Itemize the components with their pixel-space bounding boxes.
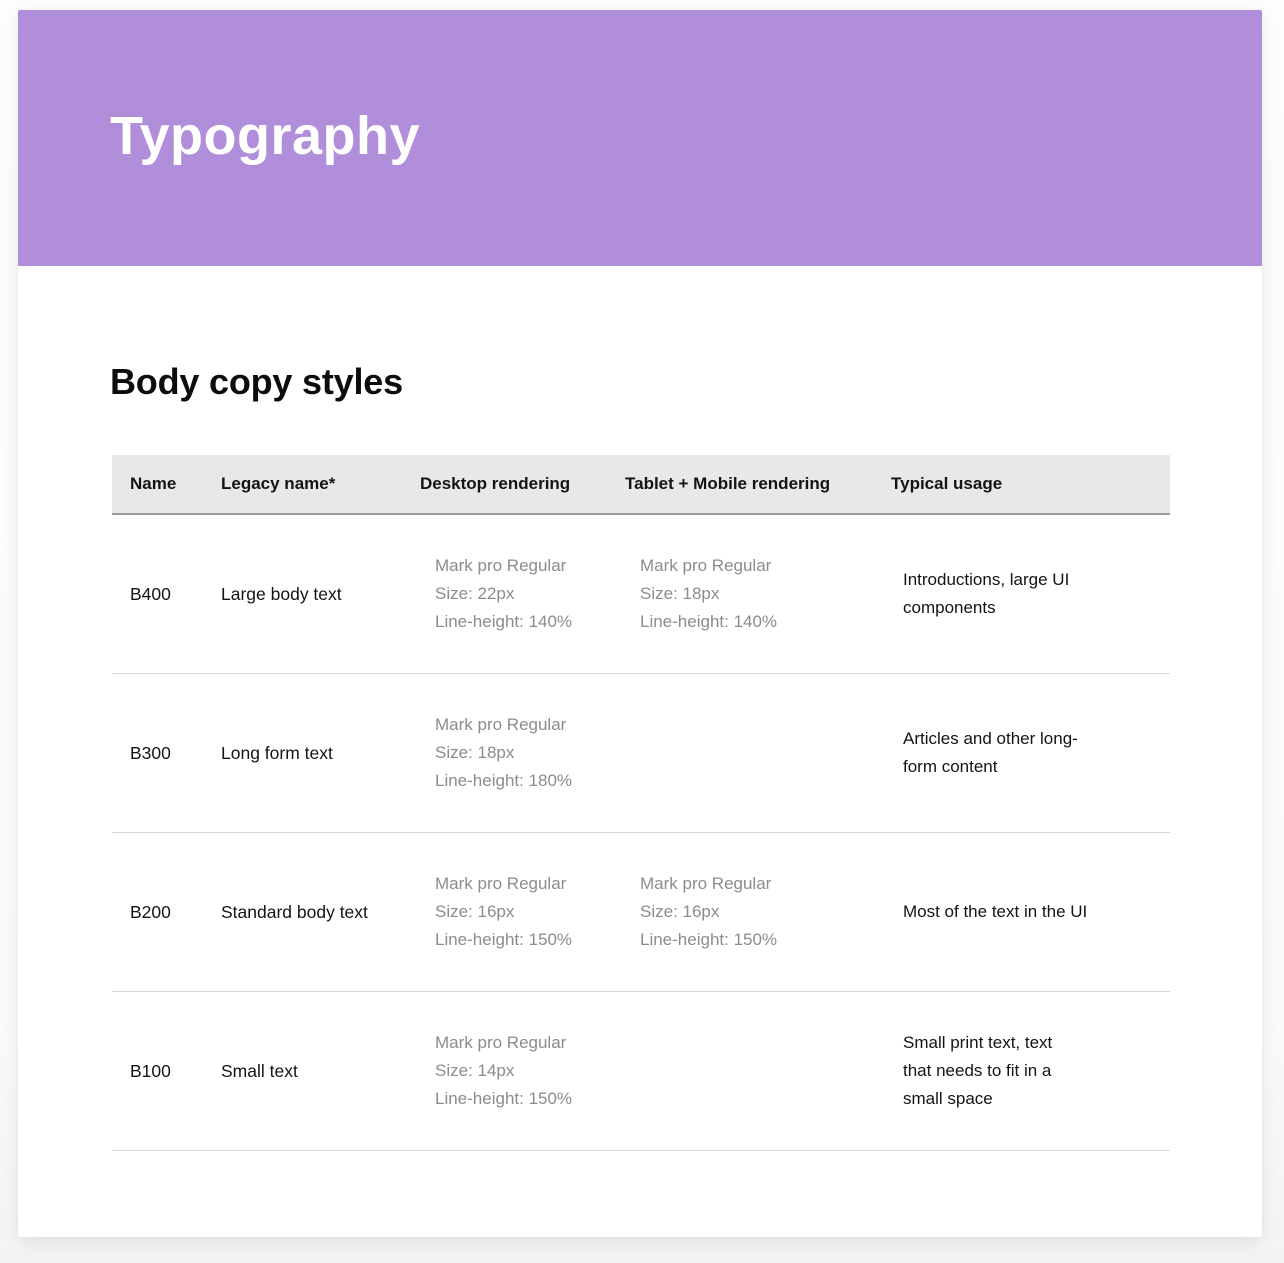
cell-legacy-name: Small text bbox=[203, 992, 402, 1151]
cell-tablet-mobile-rendering-line: Size: 18px bbox=[640, 584, 720, 604]
cell-tablet-mobile-rendering-line: Mark pro Regular bbox=[640, 874, 772, 894]
cell-desktop-rendering bbox=[402, 833, 607, 992]
cell-typical-usage bbox=[873, 833, 1170, 992]
cell-desktop-rendering bbox=[402, 674, 607, 833]
table-body bbox=[112, 514, 1170, 1151]
cell-name: B200 bbox=[112, 833, 203, 992]
cell-typical-usage bbox=[873, 674, 1170, 833]
cell-desktop-rendering-line: Line-height: 150% bbox=[435, 930, 573, 950]
typography-doc-card bbox=[18, 10, 1262, 1237]
section-heading: Body copy styles bbox=[110, 361, 403, 402]
cell-tablet-mobile-rendering bbox=[607, 992, 873, 1151]
cell-typical-usage bbox=[873, 992, 1170, 1151]
cell-typical-usage-line: components bbox=[903, 598, 996, 618]
cell-name: B400 bbox=[112, 514, 203, 674]
cell-tablet-mobile-rendering-line: Line-height: 150% bbox=[640, 930, 778, 950]
cell-typical-usage-line: form content bbox=[903, 757, 998, 777]
table-row bbox=[112, 674, 1170, 833]
cell-legacy-name: Long form text bbox=[203, 674, 402, 833]
page-title: Typography bbox=[110, 106, 421, 166]
cell-desktop-rendering-line: Size: 16px bbox=[435, 902, 515, 922]
cell-tablet-mobile-rendering bbox=[607, 833, 873, 992]
hero-banner bbox=[18, 10, 1262, 266]
cell-typical-usage-line: that needs to fit in a bbox=[903, 1061, 1052, 1081]
cell-desktop-rendering-line: Line-height: 140% bbox=[435, 612, 573, 632]
cell-desktop-rendering bbox=[402, 514, 607, 674]
column-header-legacy-name: Legacy name* bbox=[203, 455, 402, 514]
cell-legacy-name: Standard body text bbox=[203, 833, 402, 992]
cell-typical-usage-line: Articles and other long- bbox=[903, 729, 1078, 749]
cell-tablet-mobile-rendering-line: Mark pro Regular bbox=[640, 556, 772, 576]
cell-name: B100 bbox=[112, 992, 203, 1151]
content-area bbox=[18, 360, 1262, 1151]
cell-legacy-name: Large body text bbox=[203, 514, 402, 674]
column-header-typical-usage: Typical usage bbox=[873, 455, 1170, 514]
column-header-tablet-mobile-rendering: Tablet + Mobile rendering bbox=[607, 455, 873, 514]
column-header-desktop-rendering: Desktop rendering bbox=[402, 455, 607, 514]
table-header-row bbox=[112, 455, 1170, 514]
cell-desktop-rendering-line: Size: 22px bbox=[435, 584, 515, 604]
cell-name: B300 bbox=[112, 674, 203, 833]
table-row bbox=[112, 514, 1170, 674]
cell-typical-usage-line: small space bbox=[903, 1089, 993, 1109]
cell-desktop-rendering-line: Line-height: 150% bbox=[435, 1089, 573, 1109]
cell-tablet-mobile-rendering-line: Line-height: 140% bbox=[640, 612, 778, 632]
cell-desktop-rendering bbox=[402, 992, 607, 1151]
cell-typical-usage-line: Introductions, large UI bbox=[903, 570, 1070, 590]
table-row bbox=[112, 833, 1170, 992]
cell-desktop-rendering-line: Mark pro Regular bbox=[435, 556, 567, 576]
table-header bbox=[112, 455, 1170, 514]
cell-desktop-rendering-line: Mark pro Regular bbox=[435, 874, 567, 894]
cell-desktop-rendering-line: Line-height: 180% bbox=[435, 771, 573, 791]
cell-desktop-rendering-line: Mark pro Regular bbox=[435, 1033, 567, 1053]
cell-typical-usage-line: Small print text, text bbox=[903, 1033, 1053, 1053]
table-row bbox=[112, 992, 1170, 1151]
cell-tablet-mobile-rendering-line: Size: 16px bbox=[640, 902, 720, 922]
cell-desktop-rendering-line: Size: 14px bbox=[435, 1061, 515, 1081]
column-header-name: Name bbox=[112, 455, 203, 514]
cell-desktop-rendering-line: Size: 18px bbox=[435, 743, 515, 763]
cell-desktop-rendering-line: Mark pro Regular bbox=[435, 715, 567, 735]
cell-tablet-mobile-rendering bbox=[607, 514, 873, 674]
cell-tablet-mobile-rendering bbox=[607, 674, 873, 833]
body-copy-styles-table bbox=[112, 455, 1170, 1151]
cell-typical-usage bbox=[873, 514, 1170, 674]
cell-typical-usage-line: Most of the text in the UI bbox=[903, 902, 1088, 922]
